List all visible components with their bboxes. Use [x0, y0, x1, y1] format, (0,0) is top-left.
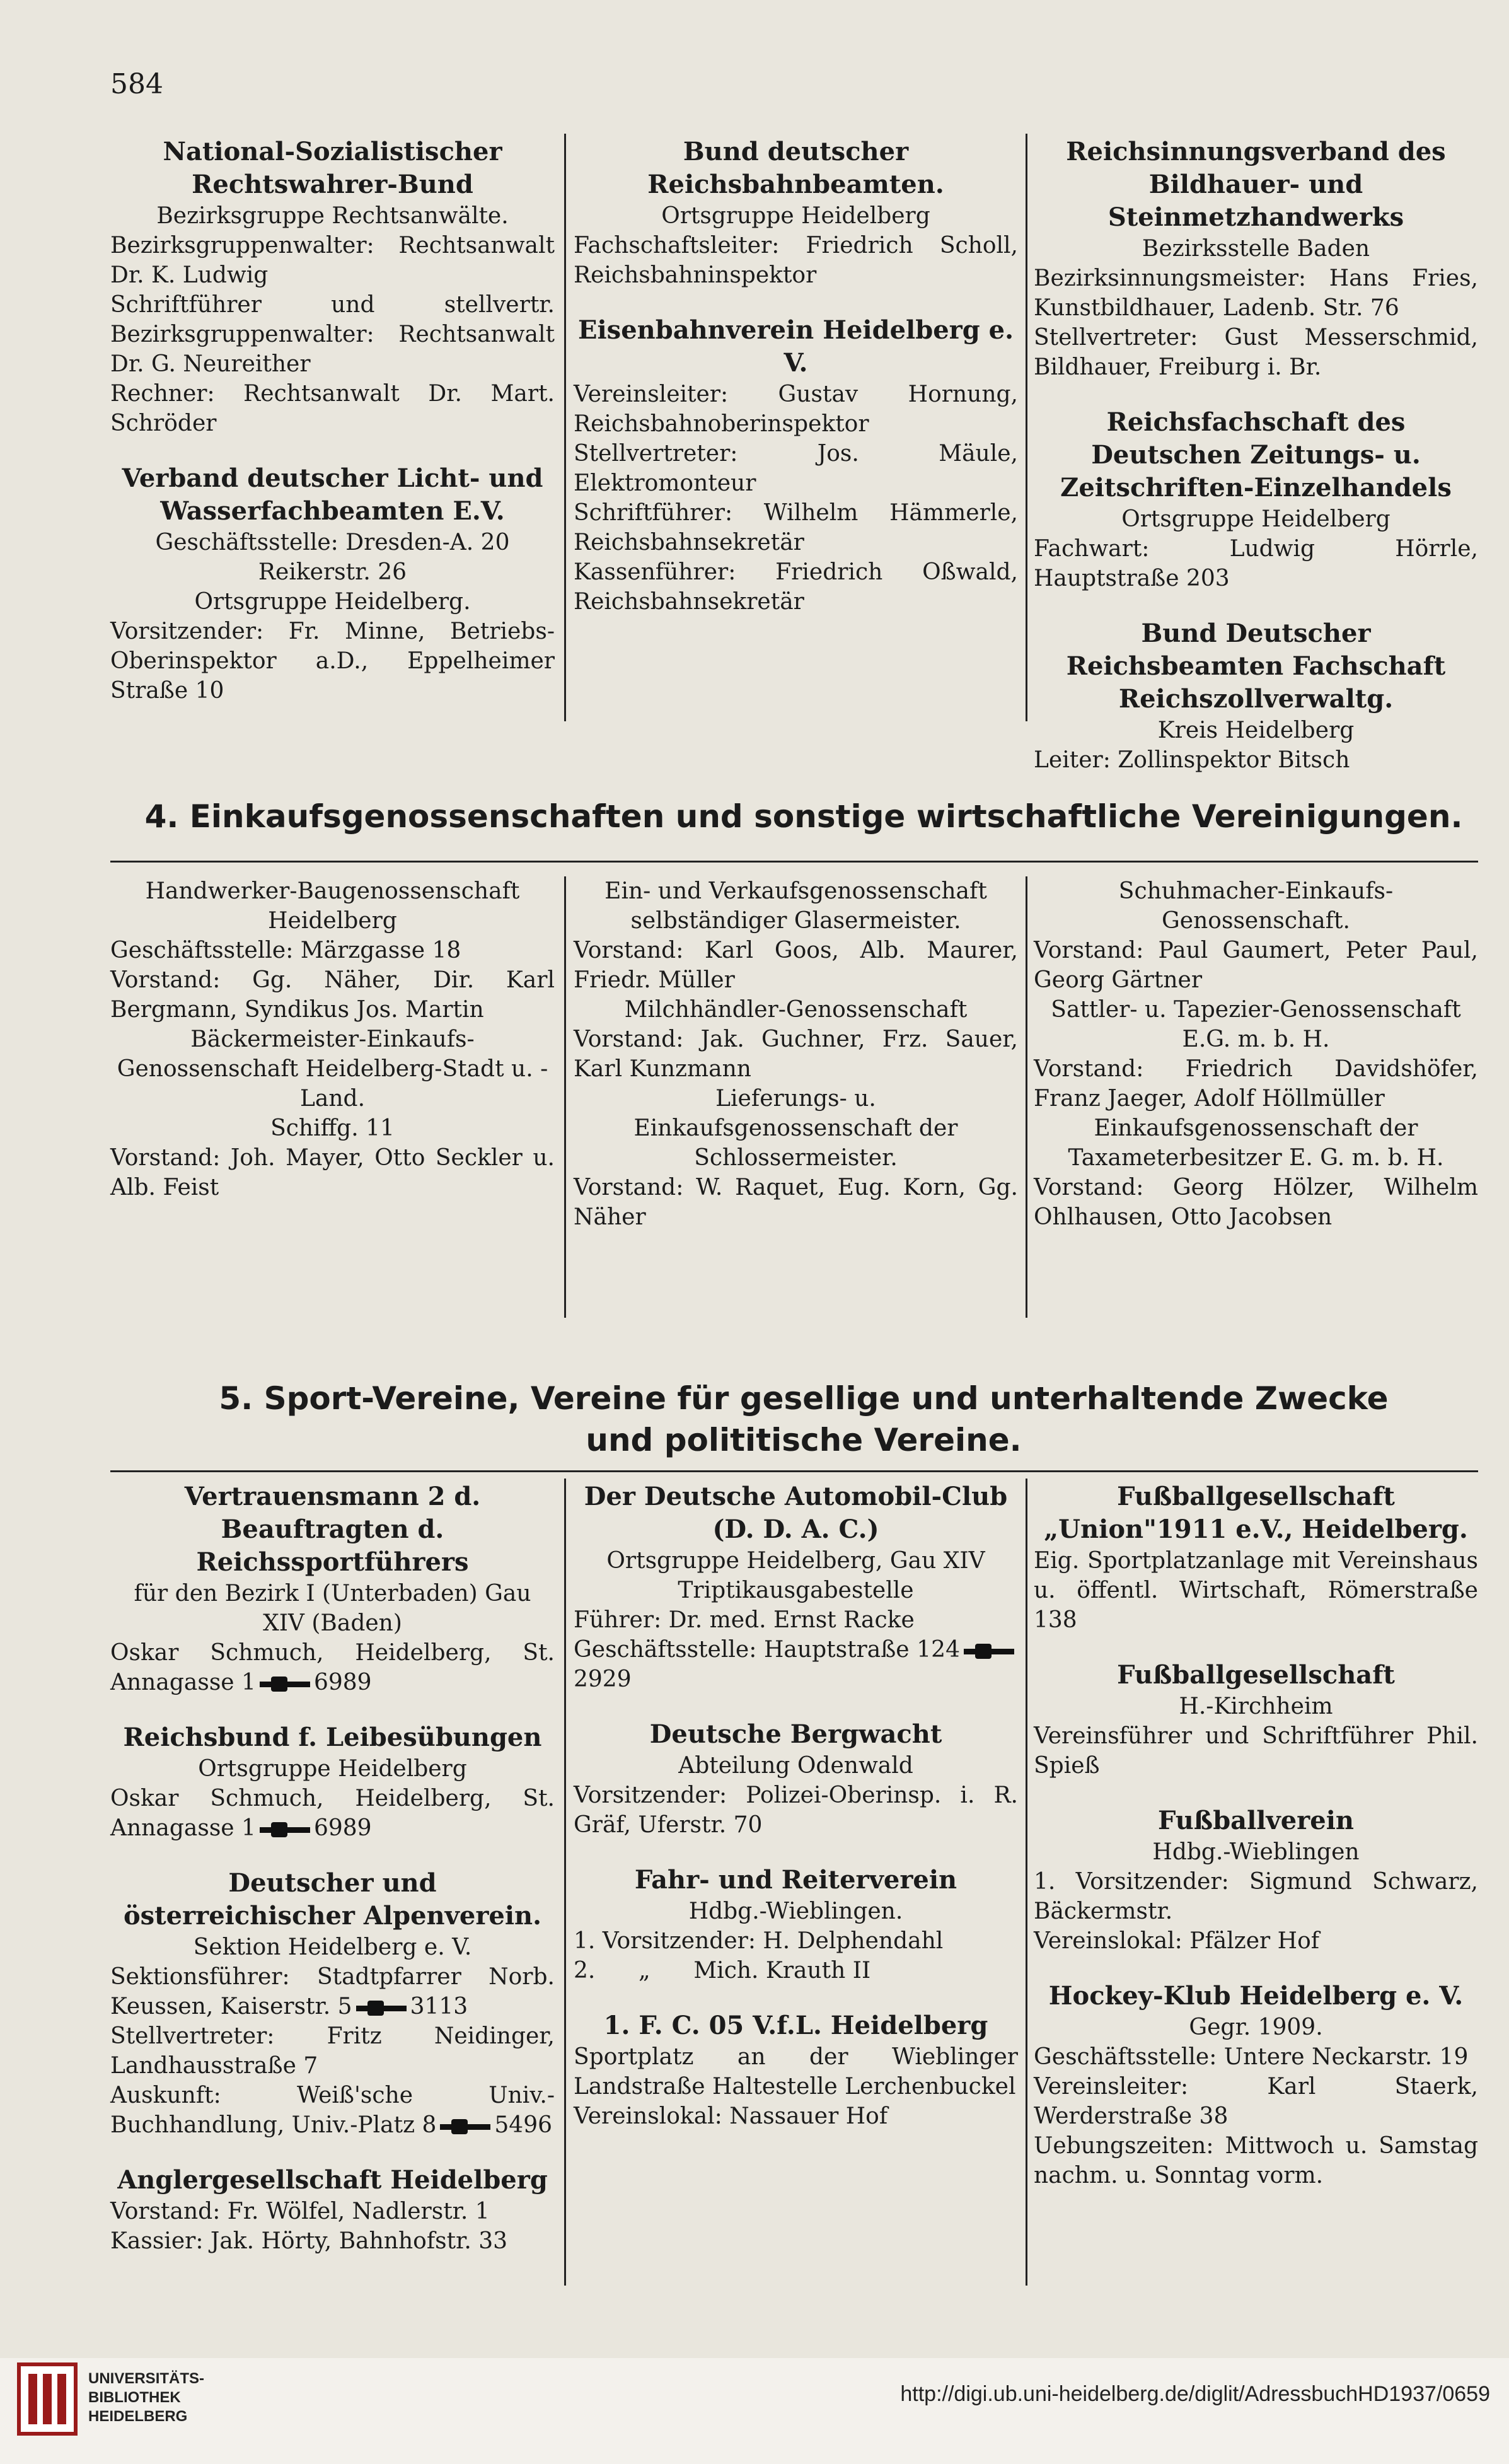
section-5-column-1	[110, 1474, 562, 2256]
entry-line	[1034, 1173, 1486, 1232]
entry-text: Vorsitzender: Polizei-Oberinsp. i. R. Gräf, Uferstr. 70	[574, 1782, 1026, 1838]
entry-line	[574, 1956, 1018, 1985]
entry-text: 1. Vorsitzender: H. Delphendahl	[574, 1928, 944, 1954]
entry-text: Geschäftsstelle: Untere Neckarstr. 19	[1034, 2044, 1469, 2070]
entry-text: Auskunft: Weiß'sche Univ.-Buchhandlung, Univ.-Platz 8	[110, 2083, 555, 2138]
spacer	[1034, 593, 1478, 611]
entry-text: Abteilung Odenwald	[678, 1753, 913, 1779]
entry-text: Schriftführer und stellvertr. Bezirksgruppenwalter: Rechtsanwalt Dr. G. Neureither	[110, 292, 562, 377]
entry-text: Fußballgesellschaft	[1117, 1660, 1395, 1690]
entry-text: Geschäftsstelle: Hauptstraße 124	[574, 1637, 960, 1663]
entry-text: Bäckermeister-Einkaufs-Genossenschaft Heidelberg-Stadt u. -Land.	[117, 1026, 548, 1112]
entry-text: Schiffg. 11	[270, 1115, 395, 1141]
entry-text: Kreis Heidelberg	[1157, 718, 1355, 743]
entry-heading	[110, 1867, 555, 1932]
entry-text: Schuhmacher-Einkaufs-Genossenschaft.	[1118, 878, 1394, 934]
entry-line	[574, 1897, 1018, 1926]
column-divider	[564, 1479, 566, 2286]
column-divider	[1026, 134, 1027, 721]
entry-line	[1034, 1837, 1478, 1867]
entry-text: Vorstand: Fr. Wölfel, Nadlerstr. 1	[110, 2199, 490, 2224]
entry-text: Der Deutsche Automobil-Club (D. D. A. C.)	[584, 1482, 1017, 1544]
entry-heading	[1034, 1480, 1478, 1546]
entry-text: Hockey-Klub Heidelberg e. V.	[1048, 1981, 1464, 2011]
section-4-column-1	[110, 876, 562, 1202]
entry-text: Vereinsführer und Schriftführer Phil. Spieß	[1034, 1723, 1486, 1779]
entry-line	[1034, 504, 1478, 534]
telephone-number: 5496	[494, 2112, 553, 2138]
entry-text: Kassier: Jak. Hörty, Bahnhofstr. 33	[110, 2228, 508, 2254]
entry-heading	[110, 1721, 555, 1754]
entry-text: Sattler- u. Tapezier-Genossenschaft E.G. m. b. H.	[1051, 997, 1469, 1052]
entry-text: Eig. Sportplatzanlage mit Vereinshaus u. öffentl. Wirtschaft, Römerstraße 138	[1034, 1548, 1486, 1633]
entry-text: Reichsfachschaft des Deutschen Zeitungs- u. Zeitschriften-Einzelhandels	[1060, 407, 1452, 503]
entry-heading	[110, 2164, 555, 2197]
entry-line	[574, 1173, 1026, 1232]
entry-text: Schriftführer: Wilhelm Hämmerle, Reichsbahnsekretär	[574, 500, 1026, 555]
entry-line	[110, 1025, 555, 1113]
column-divider	[564, 876, 566, 1318]
entry-heading	[110, 462, 555, 528]
entry-line	[110, 290, 562, 379]
entry-line	[110, 587, 555, 617]
entry-heading	[1034, 1980, 1478, 2013]
entry-text: Fachwart: Ludwig Hörrle, Hauptstraße 203	[1034, 536, 1486, 591]
telephone-number: 2929	[574, 1666, 632, 1692]
entry-line	[110, 1638, 562, 1697]
entry-heading	[1034, 406, 1478, 504]
entry-text: Vorstand: Gg. Näher, Dir. Karl Bergmann, Syndikus Jos. Martin	[110, 967, 562, 1023]
entry-line	[110, 2226, 555, 2256]
entry-text: H.-Kirchheim	[1179, 1694, 1333, 1719]
entry-text: Bezirksgruppenwalter: Rechtsanwalt Dr. K. Ludwig	[110, 233, 562, 288]
entry-line	[1034, 1692, 1478, 1721]
entry-text: Kassenführer: Friedrich Oßwald, Reichsbahnsekretär	[574, 559, 1026, 615]
spacer	[1034, 1635, 1478, 1653]
telephone-icon	[440, 2119, 490, 2134]
telephone-number: 6989	[313, 1670, 372, 1695]
entry-line	[574, 380, 1026, 439]
entry-line	[110, 201, 555, 231]
footer-bar	[0, 2358, 1509, 2464]
entry-text: Fußballverein	[1158, 1806, 1354, 1835]
entry-heading	[110, 136, 555, 201]
entry-line	[110, 876, 555, 936]
entry-text: 1. F. C. 05 V.f.L. Heidelberg	[603, 2011, 988, 2040]
entry-text: Ein- und Verkaufsgenossenschaft selbständiger Glasermeister.	[604, 878, 995, 934]
entry-text: National-Sozialistischer Rechtswahrer-Bund	[163, 137, 511, 199]
entry-heading	[574, 1864, 1018, 1897]
entry-line	[110, 1113, 555, 1143]
entry-line	[1034, 1721, 1486, 1781]
entry-text: Leiter: Zollinspektor Bitsch	[1034, 747, 1350, 773]
top-column-3	[1034, 129, 1486, 775]
entry-line	[110, 2197, 555, 2226]
entry-text: Bezirksinnungsmeister: Hans Fries, Kunstbildhauer, Ladenb. Str. 76	[1034, 265, 1486, 321]
spacer	[110, 438, 555, 456]
spacer	[110, 1697, 555, 1715]
entry-line	[574, 557, 1026, 617]
entry-line	[1034, 716, 1478, 745]
entry-line	[1034, 1054, 1486, 1113]
entry-heading	[110, 1480, 555, 1579]
entry-text: für den Bezirk I (Unterbaden) Gau XIV (Baden)	[134, 1581, 538, 1636]
entry-line	[574, 1084, 1018, 1173]
entry-text: Bezirksstelle Baden	[1142, 236, 1370, 262]
entry-line	[1034, 1867, 1486, 1926]
entry-text: Vorstand: Georg Hölzer, Wilhelm Ohlhausen, Otto Jacobsen	[1034, 1175, 1486, 1230]
spacer	[574, 1985, 1018, 2003]
entry-heading	[1034, 1804, 1478, 1837]
entry-text: Ortsgruppe Heidelberg.	[194, 589, 471, 615]
entry-text: Oskar Schmuch, Heidelberg, St. Annagasse 1	[110, 1786, 562, 1841]
spacer	[1034, 382, 1478, 400]
telephone-icon	[260, 1822, 310, 1837]
entry-line	[574, 231, 1026, 290]
entry-text: Vorstand: Karl Goos, Alb. Maurer, Friedr. Müller	[574, 938, 1026, 993]
entry-text: Vorstand: Jak. Guchner, Frz. Sauer, Karl Kunzmann	[574, 1026, 1026, 1082]
entry-line	[574, 439, 1026, 498]
entry-line	[110, 1579, 555, 1638]
entry-line	[1034, 1113, 1478, 1173]
entry-line	[1034, 534, 1486, 593]
telephone-number: 6989	[313, 1815, 372, 1841]
entry-text: Hdbg.-Wieblingen	[1152, 1839, 1360, 1865]
entry-text: Vereinsleiter: Karl Staerk, Werderstraße 38	[1034, 2074, 1486, 2129]
telephone-number: 3113	[410, 1994, 468, 2019]
entry-text: Vorstand: Paul Gaumert, Peter Paul, Georg Gärtner	[1034, 938, 1486, 993]
entry-text: Bund Deutscher Reichsbeamten Fachschaft Reichszollverwaltg.	[1066, 619, 1455, 714]
telephone-icon	[356, 2001, 407, 2016]
entry-line	[1034, 323, 1486, 382]
entry-line	[574, 995, 1018, 1025]
entry-text: Vorsitzender: Fr. Minne, Betriebs-Oberinspektor a.D., Eppelheimer Straße 10	[110, 619, 562, 704]
entry-text: Bund deutscher Reichsbahnbeamten.	[647, 137, 944, 199]
entry-text: 2. „ Mich. Krauth II	[574, 1958, 871, 1984]
entry-line	[1034, 2042, 1478, 2072]
spacer	[574, 1694, 1018, 1712]
entry-text: Oskar Schmuch, Heidelberg, St. Annagasse 1	[110, 1640, 562, 1695]
entry-text: Reichsbund f. Leibesübungen	[123, 1723, 542, 1752]
entry-line	[1034, 234, 1478, 264]
entry-line	[1034, 876, 1478, 936]
entry-text: Uebungszeiten: Mittwoch u. Samstag nachm. u. Sonntag vorm.	[1034, 2133, 1486, 2188]
column-divider	[1026, 876, 1027, 1318]
entry-line	[110, 1932, 555, 1962]
entry-line	[574, 201, 1018, 231]
entry-text: Sektionsführer: Stadtpfarrer Norb. Keussen, Kaiserstr. 5	[110, 1964, 562, 2019]
entry-line	[110, 2021, 562, 2081]
entry-line	[1034, 1546, 1486, 1635]
entry-text: Deutscher und österreichischer Alpenverein.	[123, 1868, 542, 1931]
entry-line	[1034, 264, 1486, 323]
entry-line	[110, 1754, 555, 1784]
entry-line	[574, 876, 1018, 936]
entry-heading	[574, 136, 1018, 201]
entry-heading	[1034, 617, 1478, 716]
entry-text: Vereinslokal: Pfälzer Hof	[1034, 1928, 1320, 1954]
entry-line	[574, 1926, 1018, 1956]
entry-text: Geschäftsstelle: Dresden-A. 20 Reikerstr. 26	[155, 530, 517, 585]
entry-line	[110, 379, 562, 438]
spacer	[574, 1840, 1018, 1857]
top-column-1	[110, 129, 562, 706]
source-url-link[interactable]: http://digi.ub.uni-heidelberg.de/diglit/AdressbuchHD1937/0659	[900, 2382, 1490, 2406]
entry-line	[574, 1781, 1026, 1840]
entry-line	[110, 1143, 562, 1202]
entry-heading	[574, 2009, 1018, 2042]
entry-text: Vereinslokal: Nassauer Hof	[574, 2103, 888, 2129]
entry-text: Vereinsleiter: Gustav Hornung, Reichsbahnoberinspektor	[574, 381, 1026, 437]
page-number: 584	[110, 68, 163, 100]
spacer	[574, 290, 1018, 308]
entry-line	[110, 2081, 555, 2140]
entry-line	[574, 1635, 1018, 1694]
entry-line	[574, 1546, 1018, 1605]
entry-line	[1034, 936, 1486, 995]
section-4-column-3	[1034, 876, 1486, 1232]
entry-line	[1034, 745, 1478, 775]
entry-text: Stellvertreter: Jos. Mäule, Elektromonteur	[574, 441, 1026, 496]
entry-line	[110, 936, 555, 965]
entry-line	[1034, 2131, 1486, 2190]
section-4-title: 4. Einkaufsgenossenschaften und sonstige wirtschaftliche Vereinigungen.	[144, 798, 1463, 835]
spacer	[1034, 1781, 1478, 1798]
entry-line	[574, 2042, 1026, 2101]
entry-line	[110, 1962, 562, 2021]
entry-text: Verband deutscher Licht- und Wasserfachbeamten E.V.	[122, 463, 552, 526]
entry-line	[1034, 2072, 1486, 2131]
entry-text: Stellvertreter: Fritz Neidinger, Landhausstraße 7	[110, 2023, 562, 2079]
entry-text: Ortsgruppe Heidelberg	[198, 1756, 467, 1782]
entry-text: Vorstand: Joh. Mayer, Otto Seckler u. Alb. Feist	[110, 1145, 562, 1200]
entry-heading	[574, 1480, 1018, 1546]
section-rule	[110, 1470, 1478, 1472]
library-name: UNIVERSITÄTS- BIBLIOTHEK HEIDELBERG	[88, 2370, 205, 2425]
entry-heading	[1034, 1659, 1478, 1692]
telephone-icon	[260, 1677, 310, 1692]
entry-text: Ortsgruppe Heidelberg	[1121, 506, 1390, 532]
column-divider	[1026, 1479, 1027, 2286]
entry-line	[110, 528, 555, 587]
entry-text: Ortsgruppe Heidelberg	[661, 203, 930, 229]
entry-line	[574, 1025, 1026, 1084]
entry-text: 1. Vorsitzender: Sigmund Schwarz, Bäckermstr.	[1034, 1869, 1486, 1924]
entry-text: Vertrauensmann 2 d. Beauftragten d. Reichssportführers	[184, 1482, 490, 1577]
entry-line	[574, 1751, 1018, 1781]
entry-line	[574, 1605, 1018, 1635]
spacer	[110, 2140, 555, 2158]
entry-text: Bezirksgruppe Rechtsanwälte.	[156, 203, 509, 229]
entry-text: Fußballgesellschaft „Union"1911 e.V., Heidelberg.	[1044, 1482, 1468, 1544]
entry-text: Ortsgruppe Heidelberg, Gau XIV Triptikausgabestelle	[606, 1548, 993, 1603]
entry-line	[110, 617, 562, 706]
entry-text: Anglergesellschaft Heidelberg	[117, 2165, 548, 2195]
entry-text: Hdbg.-Wieblingen.	[688, 1898, 903, 1924]
entry-text: Rechner: Rechtsanwalt Dr. Mart. Schröder	[110, 381, 562, 436]
entry-line	[1034, 1926, 1478, 1956]
entry-text: Gegr. 1909.	[1189, 2014, 1323, 2040]
entry-text: Sektion Heidelberg e. V.	[193, 1934, 472, 1960]
section-5-column-3	[1034, 1474, 1486, 2190]
entry-line	[1034, 995, 1478, 1054]
spacer	[110, 1843, 555, 1861]
entry-text: Eisenbahnverein Heidelberg e. V.	[577, 315, 1022, 378]
column-divider	[564, 134, 566, 721]
spacer	[1034, 1956, 1478, 1973]
entry-text: Reichsinnungsverband des Bildhauer- und Steinmetzhandwerks	[1066, 137, 1455, 232]
entry-text: Vorstand: W. Raquet, Eug. Korn, Gg. Näher	[574, 1175, 1026, 1230]
entry-text: Vorstand: Friedrich Davidshöfer, Franz Jaeger, Adolf Höllmüller	[1034, 1056, 1486, 1112]
entry-line	[1034, 2013, 1478, 2042]
entry-text: Handwerker-Baugenossenschaft Heidelberg	[145, 878, 527, 934]
section-5-column-2	[574, 1474, 1026, 2131]
entry-text: Sportplatz an der Wieblinger Landstraße Haltestelle Lerchenbuckel	[574, 2044, 1026, 2100]
entry-text: Fachschaftsleiter: Friedrich Scholl, Reichsbahninspektor	[574, 233, 1026, 288]
entry-text: Deutsche Bergwacht	[649, 1719, 942, 1749]
section-rule	[110, 861, 1478, 863]
entry-text: Einkaufsgenossenschaft der Taxameterbesitzer E. G. m. b. H.	[1068, 1115, 1444, 1171]
entry-text: Führer: Dr. med. Ernst Racke	[574, 1607, 915, 1633]
section-4-column-2	[574, 876, 1026, 1232]
entry-heading	[574, 1718, 1018, 1751]
entry-text: Lieferungs- u. Einkaufsgenossenschaft der Schlossermeister.	[633, 1086, 965, 1171]
entry-heading	[1034, 136, 1478, 234]
entry-text: Geschäftsstelle: Märzgasse 18	[110, 938, 461, 963]
telephone-icon	[964, 1644, 1014, 1659]
library-logo-icon	[13, 2361, 82, 2437]
top-column-2	[574, 129, 1026, 617]
entry-line	[110, 231, 562, 290]
entry-text: Milchhändler-Genossenschaft	[624, 997, 968, 1023]
section-5-title: 5. Sport-Vereine, Vereine für gesellige und unterhaltende Zwecke und polititische Vereine.	[219, 1380, 1389, 1458]
entry-line	[574, 2101, 1018, 2131]
entry-line	[110, 965, 562, 1025]
entry-line	[110, 1784, 562, 1843]
entry-text: Stellvertreter: Gust Messerschmid, Bildhauer, Freiburg i. Br.	[1034, 325, 1486, 380]
entry-line	[574, 936, 1026, 995]
entry-line	[574, 498, 1026, 557]
entry-heading	[574, 314, 1022, 380]
entry-text: Fahr- und Reiterverein	[634, 1865, 957, 1895]
